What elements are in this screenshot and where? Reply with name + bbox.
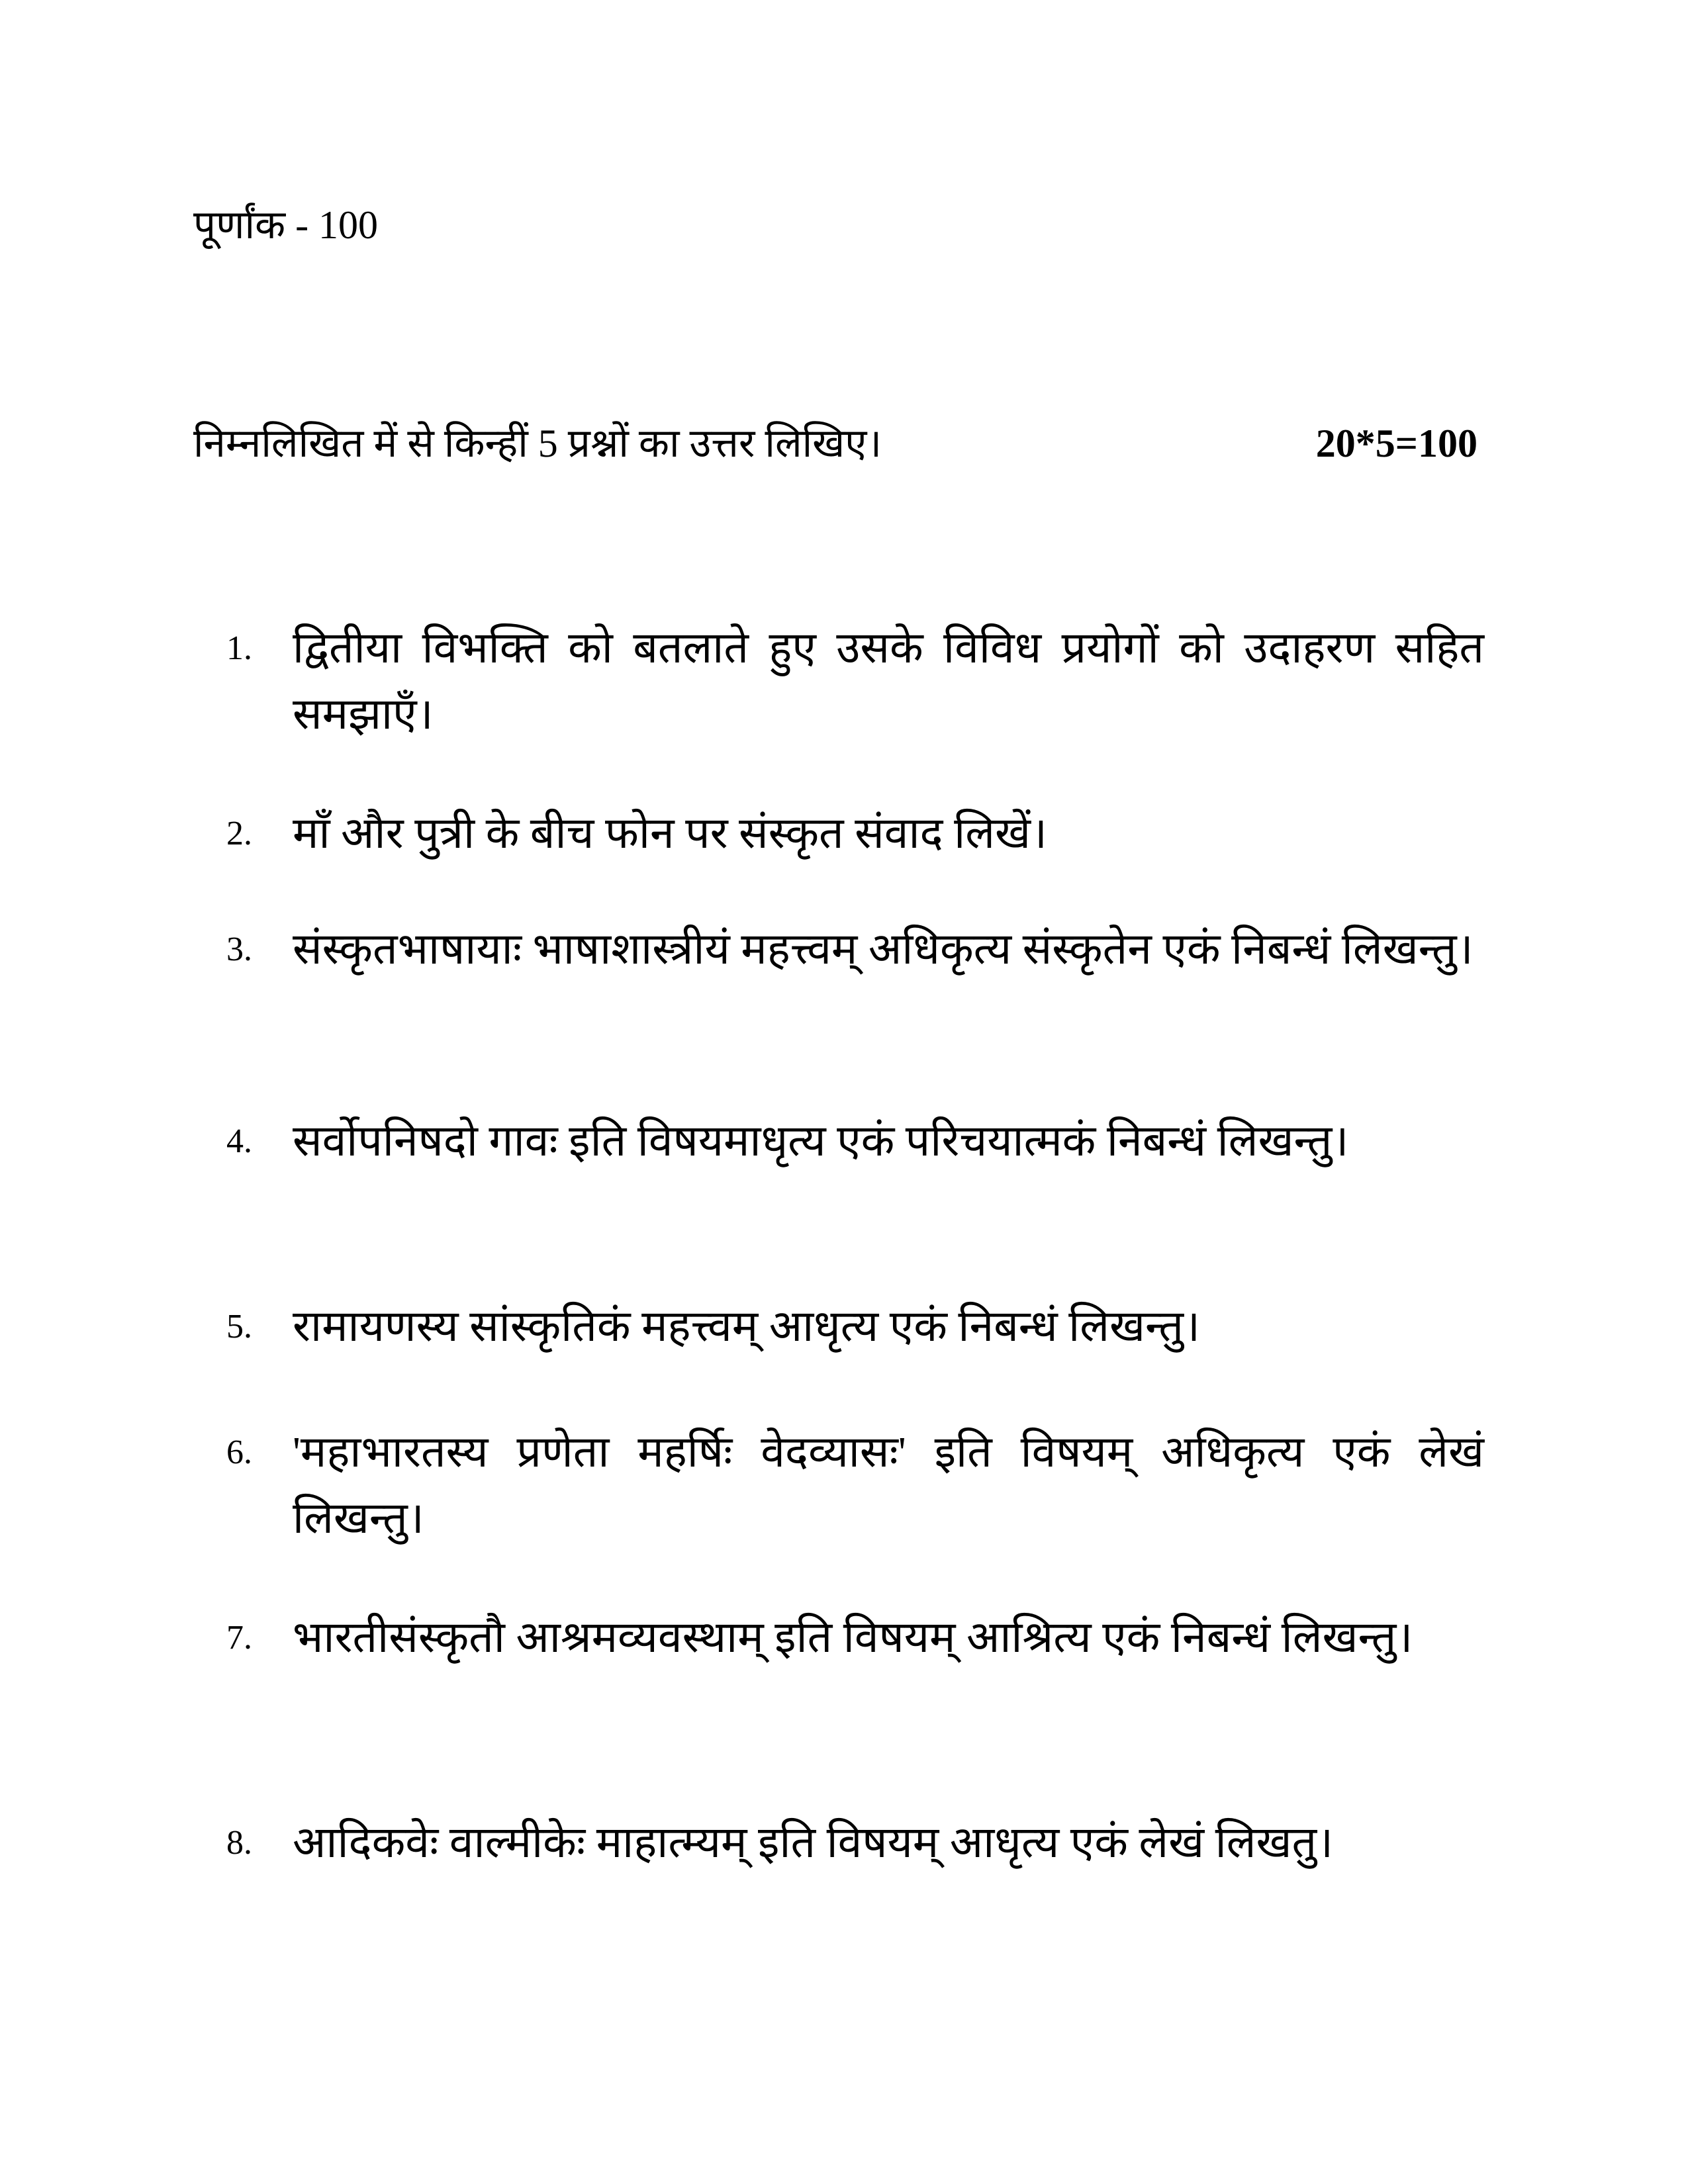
marks-distribution: 20*5=100 [1315, 422, 1477, 465]
question-number: 8. [226, 1824, 252, 1862]
question-number: 1. [226, 629, 252, 667]
max-marks: पूर्णांक - 100 [193, 203, 379, 247]
question-text: आदिकवेः वाल्मीकेः माहात्म्यम् इति विषयम् आधृत्य एकं लेखं लिखतु। [293, 1819, 1334, 1867]
question-text: 'महाभारतस्य प्रणेता महर्षिः वेदव्यासः' इति विषयम् अधिकृत्य एकं लेखं लिखन्तु। [293, 1428, 1484, 1543]
question-text: संस्कृतभाषायाः भाषाशास्त्रीयं महत्त्वम् अधिकृत्य संस्कृतेन एकं निबन्धं लिखन्तु। [293, 925, 1474, 974]
question-text: माँ और पुत्री के बीच फोन पर संस्कृत संवाद लिखें। [293, 809, 1047, 858]
question-number: 7. [226, 1619, 252, 1657]
question-number: 3. [226, 931, 252, 968]
question-number: 2. [226, 815, 252, 852]
question-text: रामायणस्य सांस्कृतिकं महत्त्वम् आधृत्य एकं निबन्धं लिखन्तु। [293, 1302, 1200, 1351]
question-number: 6. [226, 1433, 252, 1471]
instruction-text: निम्नलिखित में से किन्हीं 5 प्रश्नों का उत्तर लिखिए। [193, 422, 882, 465]
question-text: सर्वोपनिषदो गावः इति विषयमाधृत्य एकं परिचयात्मकं निबन्धं लिखन्तु। [293, 1117, 1349, 1165]
question-number: 5. [226, 1308, 252, 1345]
question-text: भारतीसंस्कृतौ आश्रमव्यवस्थाम् इति विषयम् आश्रित्य एकं निबन्धं लिखन्तु। [293, 1614, 1413, 1662]
instruction-row [193, 417, 1477, 470]
question-number: 4. [226, 1122, 252, 1160]
question-text: द्वितीया विभक्ति को बतलाते हुए उसके विविध प्रयोगों को उदाहरण सहित समझाएँ। [293, 624, 1484, 739]
